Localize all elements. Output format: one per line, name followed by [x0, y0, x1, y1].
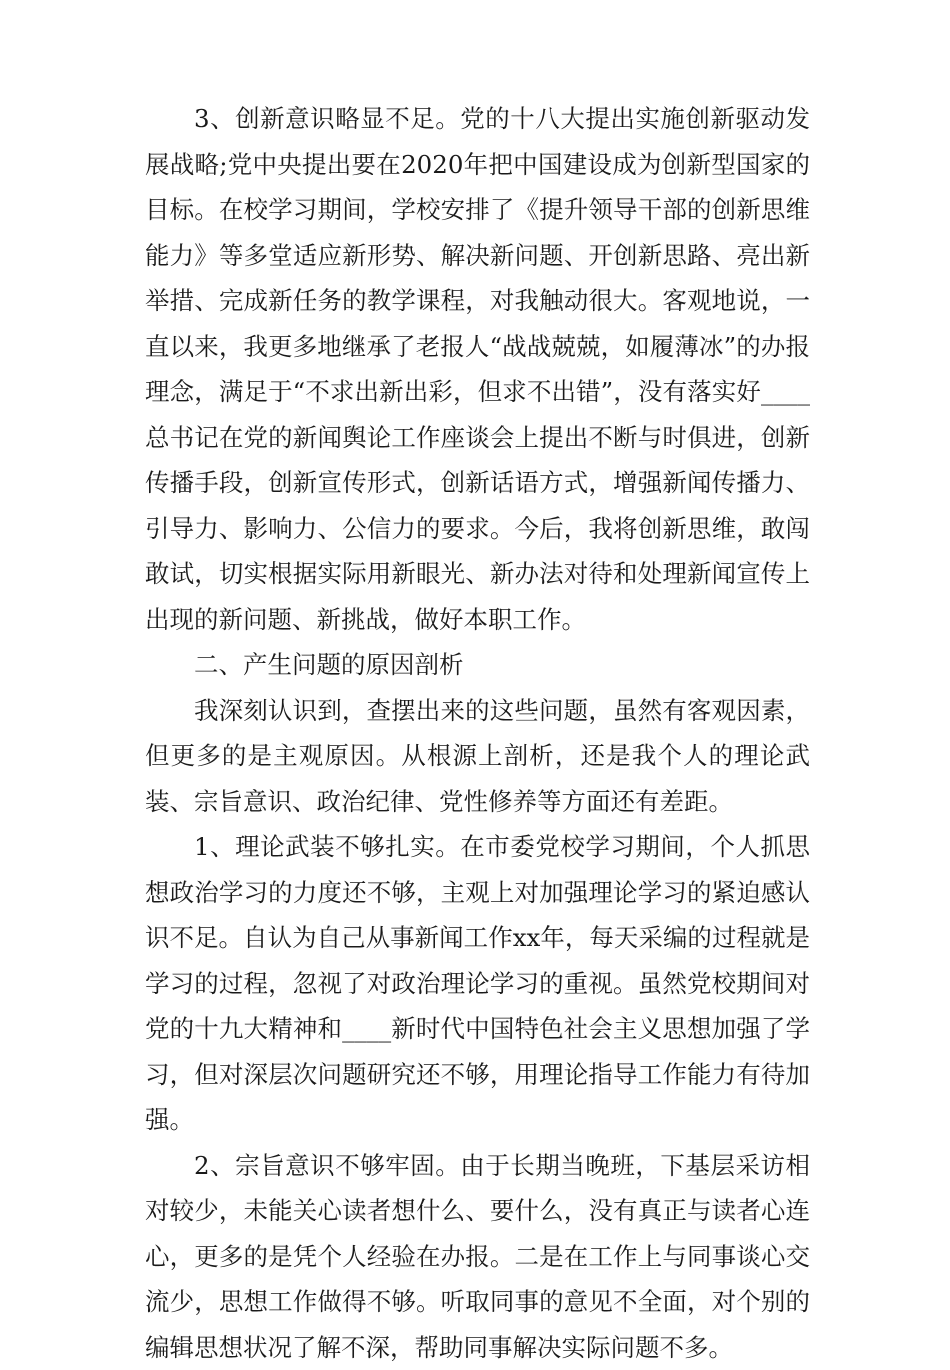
paragraph-theory-armament: 1、理论武装不够扎实。在市委党校学习期间，个人抓思想政治学习的力度还不够，主观上对加强理论学习的紧迫感认识不足。自认为自己从事新闻工作xx年，每天采编的过程就是学习的过程，忽视了对政治理论学习的重视。虽然党校期间对党的十九大精神和____新时代中国特色社会主义思想加强了学习，但对深层次问题研究还不够，用理论指导工作能力有待加强。 [145, 824, 810, 1143]
paragraph-innovation-awareness: 3、创新意识略显不足。党的十八大提出实施创新驱动发展战略;党中央提出要在2020年把中国建设成为创新型国家的目标。在校学习期间，学校安排了《提升领导干部的创新思维能力》等多堂适应新形势、解决新问题、开创新思路、亮出新举措、完成新任务的教学课程，对我触动很大。客观地说，一直以来，我更多地继承了老报人“战战兢兢，如履薄冰”的办报理念，满足于“不求出新出彩，但求不出错”，没有落实好____总书记在党的新闻舆论工作座谈会上提出不断与时俱进，创新传播手段，创新宣传形式，创新话语方式，增强新闻传播力、引导力、影响力、公信力的要求。今后，我将创新思维，敢闯敢试，切实根据实际用新眼光、新办法对待和处理新闻宣传上出现的新问题、新挑战，做好本职工作。 [145, 96, 810, 642]
paragraph-purpose-awareness: 2、宗旨意识不够牢固。由于长期当晚班，下基层采访相对较少，未能关心读者想什么、要什么，没有真正与读者心连心，更多的是凭个人经验在办报。二是在工作上与同事谈心交流少，思想工作做得不够。听取同事的意见不全面，对个别的编辑思想状况了解不深，帮助同事解决实际问题不多。 [145, 1143, 810, 1370]
paragraph-cause-overview: 我深刻认识到，查摆出来的这些问题，虽然有客观因素，但更多的是主观原因。从根源上剖析，还是我个人的理论武装、宗旨意识、政治纪律、党性修养等方面还有差距。 [145, 688, 810, 825]
document-page [145, 96, 810, 1370]
section-heading-cause-analysis: 二、产生问题的原因剖析 [145, 642, 810, 688]
